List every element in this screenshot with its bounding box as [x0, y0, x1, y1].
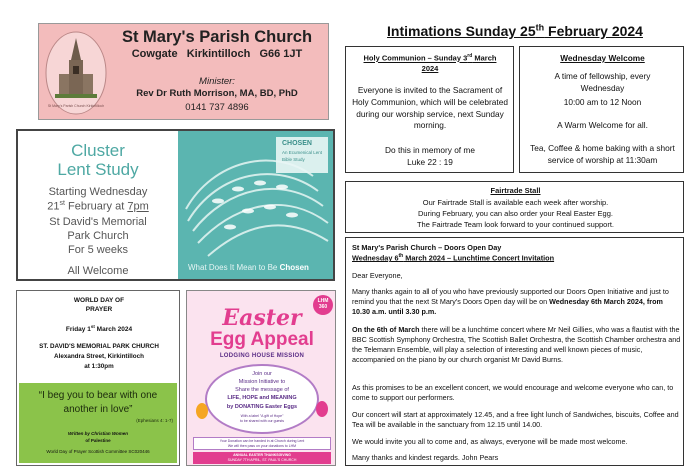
book-title: CHOSEN — [282, 140, 312, 147]
strip-line-1: ANNUAL EASTER THANKSGIVING — [233, 453, 291, 457]
doors-p1-date: Wednesday 6th March 2024, from 10.30 a.m. until 3.30 p.m. — [352, 296, 663, 316]
wednesday-line-1: A time of fellowship, every Wednesday — [554, 71, 651, 93]
easter-word: Easter — [222, 305, 302, 331]
doors-paragraph-5: We would invite you all to come and, as always, everyone will be made most welcome. — [352, 437, 628, 446]
book-subtitle-2: Bible Study — [282, 157, 305, 162]
lent-venue-1: St David's Memorial — [49, 216, 147, 228]
doors-title-1: St Mary's Parish Church – Doors Open Day — [352, 243, 502, 252]
circle-small-1: With a label "A gift of Hope" — [240, 414, 284, 418]
mission-name: LODGING HOUSE MISSION — [219, 353, 305, 359]
doors-title-2 — [352, 253, 682, 262]
lent-study-panel — [16, 129, 335, 281]
easter-egg-appeal-poster — [186, 290, 336, 466]
minister-name: Rev Dr Ruth Morrison, MA, BD, PhD — [136, 88, 298, 99]
church-name: St Mary's Parish Church — [121, 28, 313, 46]
lhm-badge-bottom: 360 — [318, 303, 328, 310]
lent-time: 7pm — [127, 200, 149, 213]
communion-body: Everyone is invited to the Sacrament of Holy Communion, which will be celebrated during our worship service, next Sunday morning. — [352, 85, 508, 131]
church-header-banner — [38, 23, 329, 120]
lent-title-1: Cluster — [71, 141, 125, 160]
circle-line-2: Mission Initiative to — [238, 379, 286, 385]
egg-icon-2 — [315, 399, 329, 417]
prayer-quote: “I beg you to bear with one another in love” — [38, 390, 158, 415]
circle-line-1: Join our — [252, 371, 272, 377]
prayer-title-1: WORLD DAY OF — [73, 297, 125, 304]
prayer-time: at 1:30pm — [84, 363, 114, 370]
fairtrade-line-3: The Fairtrade Team look forward to your continued support. — [416, 220, 615, 229]
fairtrade-line-2: During February, you can also order your Real Easter Egg. — [418, 209, 613, 218]
lent-date — [18, 200, 178, 213]
circle-small-2: to be shared with our guests — [240, 419, 284, 423]
doors-greeting: Dear Everyone, — [352, 271, 403, 280]
prayer-venue-2: Alexandra Street, Kirkintilloch — [54, 353, 144, 360]
communion-memory: Do this in memory of me — [385, 145, 475, 155]
prayer-date-sup: st — [90, 324, 95, 329]
doors-signoff: Many thanks and kindest regards. John Pears — [352, 453, 499, 462]
doors-title-2-day: Wednesday 6 — [352, 253, 399, 263]
prayer-title-2: PRAYER — [85, 306, 113, 313]
wednesday-line-2: 10:00 am to 12 Noon — [563, 97, 642, 107]
egg-appeal-word: Egg Appeal — [210, 329, 314, 350]
book-subtitle-1: An Ecumenical Lent — [282, 150, 323, 155]
lent-starting: Starting Wednesday — [48, 186, 148, 198]
prayer-date-month: March 2024 — [94, 326, 133, 334]
event-strip — [193, 452, 331, 464]
lent-artwork — [178, 131, 333, 279]
doors-paragraph-2 — [352, 325, 682, 365]
handin-box — [193, 437, 331, 450]
communion-title-month: March — [472, 53, 497, 63]
church-address: Cowgate Kirkintilloch G66 1JT — [131, 48, 303, 60]
doors-paragraph-3: As this promises to be an excellent concert, we would encourage and welcome everyone who can, to come to support our performers. — [352, 383, 674, 402]
prayer-footer: World Day of Prayer Scottish Committee SC020446 — [46, 449, 150, 454]
church-phone: 0141 737 4896 — [185, 102, 249, 113]
church-logo — [45, 30, 107, 116]
lent-duration: For 5 weeks — [68, 244, 128, 256]
intimations-title-text: Intimations Sunday 25th February 2024 — [387, 22, 643, 39]
doors-paragraph-4: Our concert will start at approximately 12.45, and a free light lunch of Sandwiches, biscuits, Coffee and Tea will be available in the sanctuary from 12.15 until 14.00. — [352, 410, 679, 429]
doors-p2-text: there will be a lunchtime concert where Mr Neil Gillies, who was a flautist with the BBC Scottish Symphony Orchestra, The Scottish Ballet Orchestra, the Scottish Chamber orchestra and the Telemann Ensemble, will play a selection of interesting and well known pieces of music, accompanied on the piano by our church organist Mr David Burns. — [352, 325, 681, 364]
strip-line-2: SUNDAY 7TH APRIL, ST. PAUL'S CHURCH — [227, 458, 297, 462]
lent-welcome: All Welcome — [67, 265, 129, 277]
circle-line-5: by DONATING Easter Eggs — [226, 404, 298, 410]
communion-title-text: Holy Communion – Sunday 3 — [363, 53, 468, 63]
fairtrade-panel — [345, 181, 684, 233]
communion-title-sup: rd — [467, 53, 473, 59]
communion-verse: Luke 22 : 19 — [407, 157, 453, 167]
doors-p2-date: On the 6th of March — [352, 325, 420, 334]
prayer-written-2: of Palestine — [85, 438, 111, 443]
prayer-quote-box — [19, 383, 177, 463]
prayer-written-1: Written by Christian Women — [67, 431, 129, 436]
communion-title-year: 2024 — [421, 63, 439, 73]
prayer-date-day: Friday 1 — [65, 326, 91, 334]
wednesday-title: Wednesday Welcome — [560, 53, 645, 63]
prayer-quote-ref: (Ephesians 4: 1-7) — [136, 418, 173, 423]
doors-open-day-panel — [345, 237, 684, 466]
lent-date-month: February at — [64, 200, 128, 213]
lent-title-2: Lent Study — [57, 160, 139, 179]
wednesday-line-3: A Warm Welcome for all. — [557, 120, 648, 130]
world-day-of-prayer-panel — [16, 290, 180, 466]
wednesday-welcome-panel — [519, 46, 684, 173]
minister-label: Minister: — [199, 76, 235, 87]
egg-icon — [195, 401, 209, 419]
circle-line-4: LIFE, HOPE and MEANING — [227, 395, 297, 401]
doors-paragraph-1 — [352, 287, 682, 317]
doors-title-2-sup: th — [398, 253, 404, 259]
communion-title — [350, 53, 510, 74]
prayer-date — [17, 324, 181, 333]
intimations-title — [345, 22, 685, 39]
doors-title-2-rest: March 2024 – Lunchtime Concert Invitation — [403, 253, 555, 263]
doors-p1-text: Many thanks again to all of you who have previously supported our Doors Open Initiative and just to remind you that the next St Mary's Doors Open day will be on — [352, 287, 669, 306]
lent-venue-2: Park Church — [67, 230, 129, 242]
fairtrade-line-1: Our Fairtrade Stall is available each week after worship. — [422, 198, 609, 207]
lhm-badge-top: LHM — [317, 298, 329, 304]
tagline-plain: What Does It Mean to Be — [188, 263, 280, 272]
logo-caption: St Mary's Parish Church Kirkintilloch — [47, 104, 105, 108]
handin-line-1: Your Donation can be handed in at Church during Lent — [219, 439, 305, 443]
holy-communion-panel — [345, 46, 514, 173]
book-tagline — [188, 263, 309, 272]
circle-line-3: Share the message of — [235, 387, 289, 393]
handin-line-2: We will then pass on your donations to LHM — [227, 444, 297, 448]
lent-date-day: 21 — [47, 200, 60, 213]
prayer-venue-1: ST. DAVID'S MEMORIAL PARK CHURCH — [39, 343, 159, 350]
lent-date-sup: st — [59, 200, 65, 207]
wednesday-line-4: Tea, Coffee & home baking with a short service of worship at 11:30am — [530, 143, 675, 165]
tagline-accent: Chosen — [279, 263, 309, 272]
fairtrade-title: Fairtrade Stall — [490, 186, 541, 195]
